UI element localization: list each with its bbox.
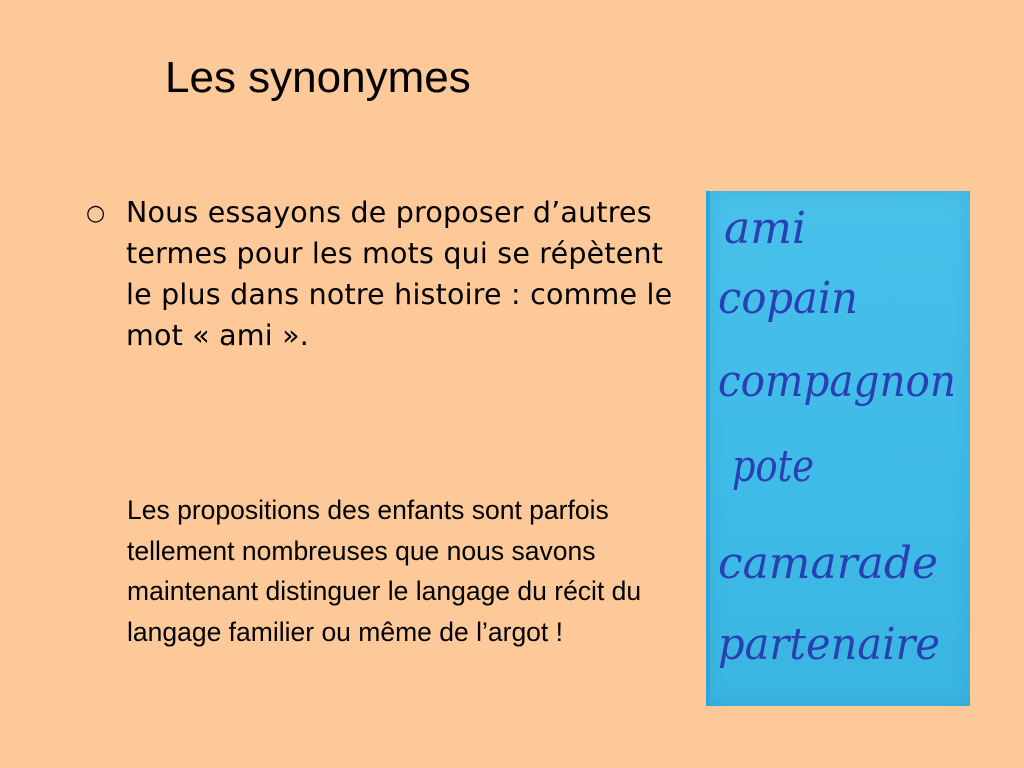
bullet-text: Nous essayons de proposer d’autres termes pour les mots qui se répètent le plus dans notre histoire : comme le mot « ami ».	[126, 196, 673, 352]
synonym-word-compagnon: compagnon	[718, 356, 956, 407]
bullet-circle-icon: ○	[86, 201, 106, 226]
handwritten-words	[706, 191, 970, 706]
synonym-word-copain: copain	[718, 273, 858, 324]
synonym-word-camarade: camarade	[718, 538, 938, 589]
synonym-card-image	[706, 191, 970, 706]
synonym-word-pote: pote	[732, 441, 814, 492]
synonym-word-partenaire: partenaire	[718, 619, 940, 670]
note-text: Les propositions des enfants sont parfois tellement nombreuses que nous savons maintenant distinguer le langage du récit du langage familier ou même de l’argot !	[127, 495, 642, 647]
synonym-word-ami: ami	[724, 203, 807, 254]
bullet-item	[86, 192, 676, 356]
slide-title: Les synonymes	[165, 53, 471, 102]
